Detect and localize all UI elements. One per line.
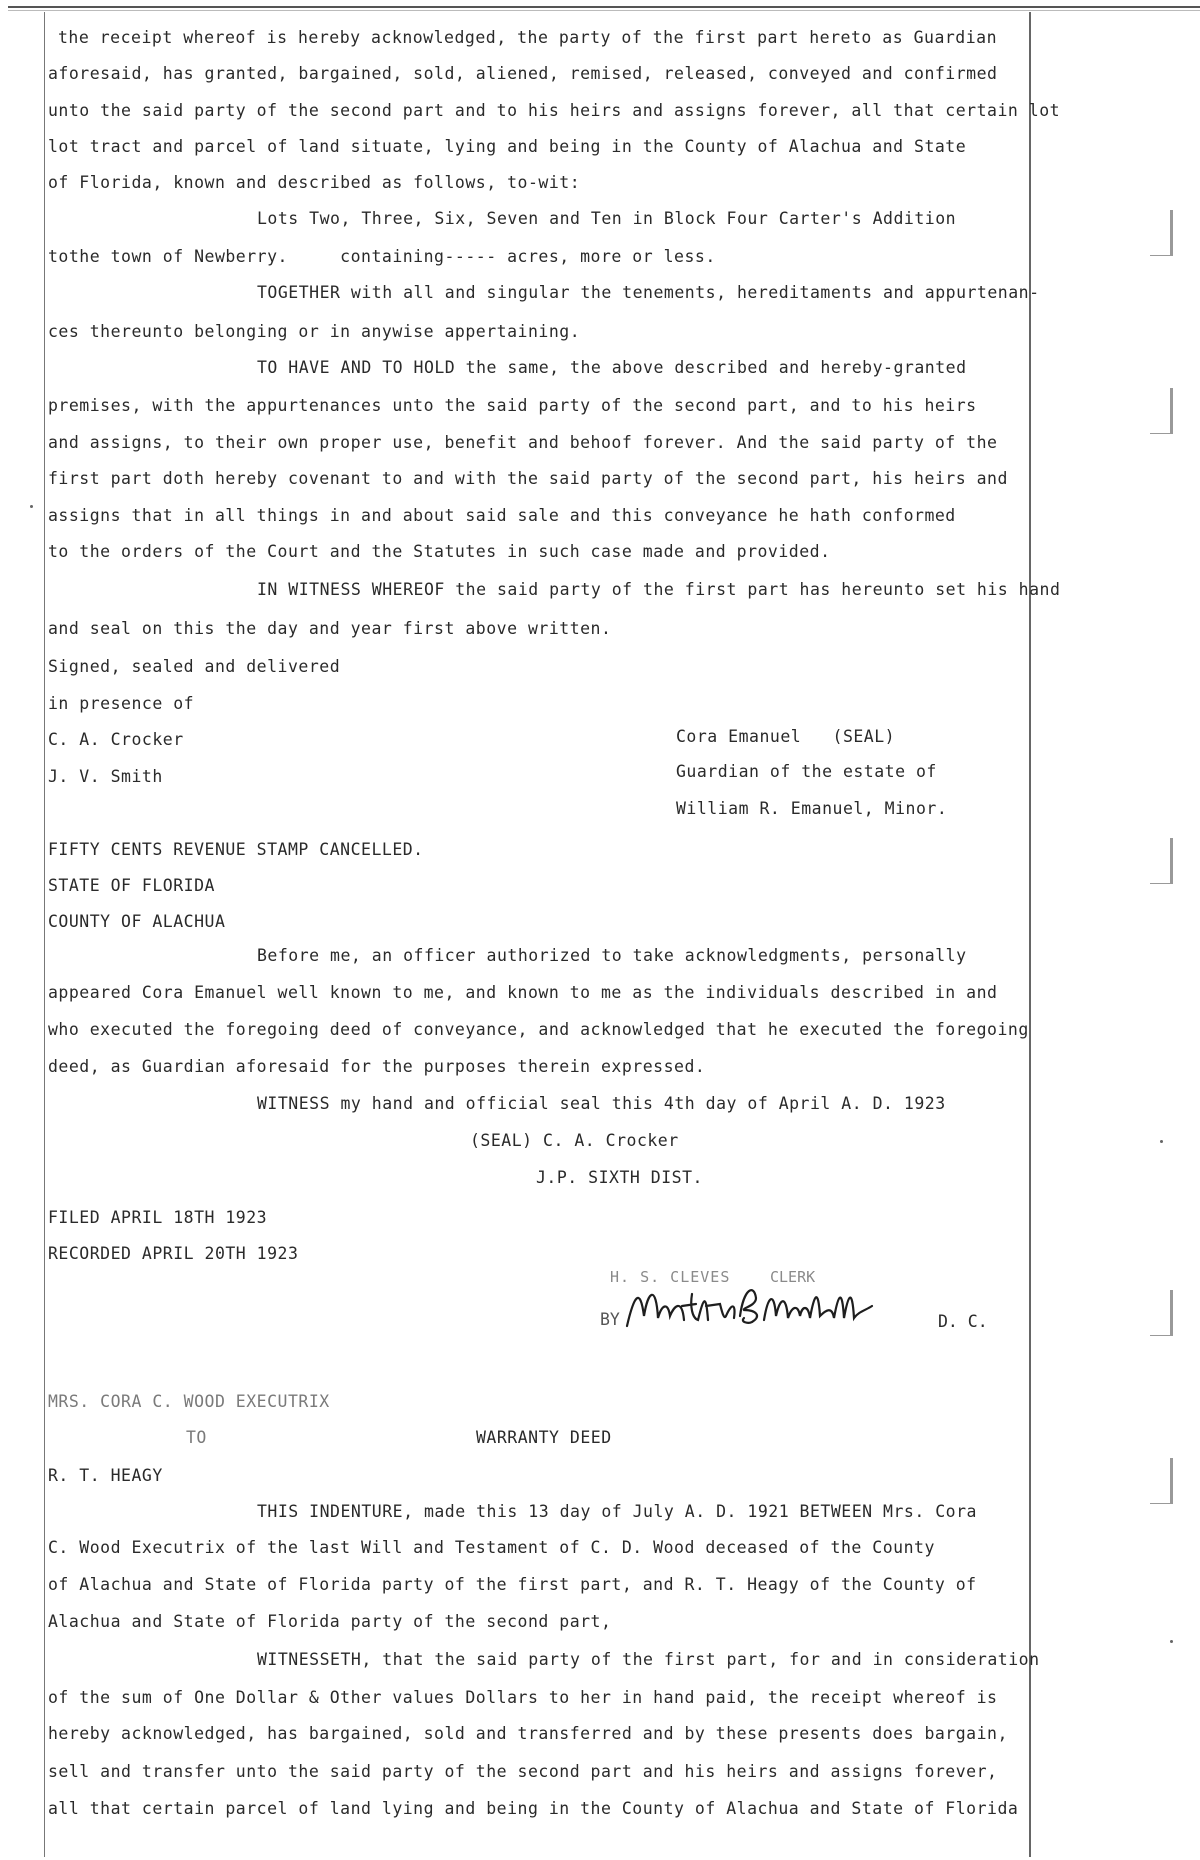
- text-line: and assigns, to their own proper use, benefit and behoof forever. And the said party of the: [48, 433, 998, 452]
- text-line: tothe town of Newberry. containing----- acres, more or less.: [48, 247, 716, 266]
- text-line: TOGETHER with all and singular the tenements, hereditaments and appurtenan-: [257, 283, 1040, 302]
- text-line: in presence of: [48, 694, 195, 713]
- notary-title: J.P. SIXTH DIST.: [536, 1168, 703, 1187]
- text-line: lot tract and parcel of land situate, lying and being in the County of Alachua and State: [48, 137, 967, 156]
- text-line: Alachua and State of Florida party of the second part,: [48, 1612, 612, 1631]
- text-line: THIS INDENTURE, made this 13 day of July A. D. 1921 BETWEEN Mrs. Cora: [257, 1502, 977, 1521]
- grantor-title-line: Guardian of the estate of: [676, 762, 937, 781]
- text-line: deed, as Guardian aforesaid for the purposes therein expressed.: [48, 1057, 706, 1076]
- venue-county: COUNTY OF ALACHUA: [48, 912, 226, 931]
- text-line: IN WITNESS WHEREOF the said party of the first part has hereunto set his hand: [257, 580, 1061, 599]
- grantor-heading: MRS. CORA C. WOOD EXECUTRIX: [48, 1392, 330, 1411]
- top-rule: [8, 6, 1200, 8]
- text-line: Lots Two, Three, Six, Seven and Ten in Block Four Carter's Addition: [257, 209, 957, 228]
- text-line: of Alachua and State of Florida party of the first part, and R. T. Heagy of the County of: [48, 1575, 977, 1594]
- deed-type-heading: WARRANTY DEED: [476, 1428, 612, 1447]
- recorded-date: RECORDED APRIL 20TH 1923: [48, 1244, 299, 1263]
- grantor-title-line: William R. Emanuel, Minor.: [676, 799, 948, 818]
- text-line: ces thereunto belonging or in anywise appertaining.: [48, 322, 581, 341]
- witness-name: J. V. Smith: [48, 767, 163, 786]
- text-line: the receipt whereof is hereby acknowledged, the party of the first part hereto as Guardian: [58, 28, 998, 47]
- clerk-title: CLERK: [770, 1268, 816, 1286]
- witness-name: C. A. Crocker: [48, 730, 184, 749]
- venue-state: STATE OF FLORIDA: [48, 876, 215, 895]
- deputy-clerk-label: D. C.: [938, 1312, 988, 1331]
- text-line: all that certain parcel of land lying and being in the County of Alachua and State of Florida: [48, 1799, 1019, 1818]
- to-heading: TO: [186, 1428, 207, 1447]
- text-line: aforesaid, has granted, bargained, sold, aliened, remised, released, conveyed and confirmed: [48, 64, 998, 83]
- text-line: sell and transfer unto the said party of the second part and his heirs and assigns forever,: [48, 1762, 998, 1781]
- text-line: WITNESSETH, that the said party of the first part, for and in consideration: [257, 1650, 1040, 1669]
- handwritten-signature: [622, 1276, 892, 1336]
- text-line: unto the said party of the second part and to his heirs and assigns forever, all that certain lot: [48, 101, 1061, 120]
- text-line: C. Wood Executrix of the last Will and Testament of C. D. Wood deceased of the County: [48, 1538, 935, 1557]
- speck-mark: [1160, 1140, 1163, 1143]
- text-line: and seal on this the day and year first above written.: [48, 619, 612, 638]
- grantee-heading: R. T. HEAGY: [48, 1466, 163, 1485]
- text-line: WITNESS my hand and official seal this 4th day of April A. D. 1923: [257, 1094, 946, 1113]
- text-line: first part doth hereby covenant to and with the said party of the second part, his heirs and: [48, 469, 1008, 488]
- clerk-name: H. S. CLEVES: [610, 1268, 731, 1286]
- top-rule-secondary: [8, 10, 1200, 11]
- stamp-note: FIFTY CENTS REVENUE STAMP CANCELLED.: [48, 840, 424, 859]
- text-line: to the orders of the Court and the Statutes in such case made and provided.: [48, 542, 831, 561]
- grantor-signature-line: Cora Emanuel (SEAL): [676, 727, 896, 746]
- speck-mark: [1170, 1640, 1173, 1643]
- text-line: appeared Cora Emanuel well known to me, and known to me as the individuals described in and: [48, 983, 998, 1002]
- text-line: of the sum of One Dollar & Other values Dollars to her in hand paid, the receipt whereof is: [48, 1688, 998, 1707]
- binder-tick-mark: [1170, 388, 1173, 434]
- text-line: Signed, sealed and delivered: [48, 657, 341, 676]
- text-line: premises, with the appurtenances unto the said party of the second part, and to his heirs: [48, 396, 977, 415]
- text-line: of Florida, known and described as follows, to-wit:: [48, 173, 581, 192]
- text-line: assigns that in all things in and about said sale and this conveyance he hath conformed: [48, 506, 956, 525]
- filed-date: FILED APRIL 18TH 1923: [48, 1208, 268, 1227]
- binder-tick-mark: [1170, 1458, 1173, 1504]
- binder-tick-mark: [1170, 210, 1173, 256]
- by-label: BY: [600, 1310, 620, 1329]
- speck-mark: [30, 505, 33, 508]
- text-line: hereby acknowledged, has bargained, sold and transferred and by these presents does bargain,: [48, 1724, 1008, 1743]
- text-line: who executed the foregoing deed of conveyance, and acknowledged that he executed the foregoing: [48, 1020, 1029, 1039]
- binder-tick-mark: [1170, 1290, 1173, 1336]
- binder-tick-mark: [1170, 838, 1173, 884]
- left-margin-line: [44, 12, 45, 1857]
- text-line: Before me, an officer authorized to take acknowledgments, personally: [257, 946, 967, 965]
- text-line: TO HAVE AND TO HOLD the same, the above described and hereby-granted: [257, 358, 967, 377]
- notary-signature: (SEAL) C. A. Crocker: [470, 1131, 679, 1150]
